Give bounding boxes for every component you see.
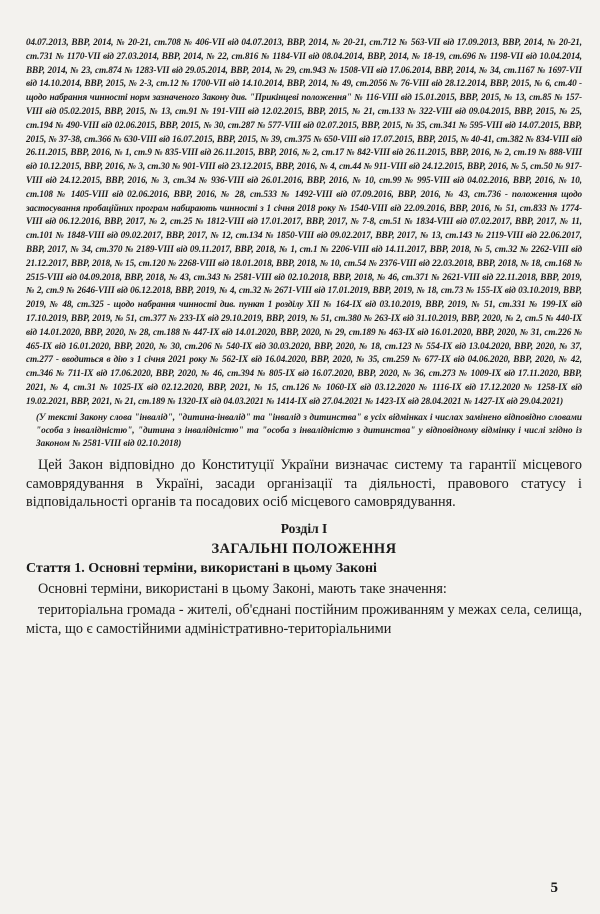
amendments-list: 04.07.2013, ВВР, 2014, № 20-21, ст.708 № 406-VII від 04.07.2013, ВВР, 2014, № 20-21, ст.712 № 563-VII від 17.09.2013, ВВР, 2014, № 20-21, ст.731 № 1170-VII від 27.03.2014, ВВР, 2014, № 22, ст.816 № 1184-VII від 08.04.2014, ВВР, 2014, № 18-19, ст.696 № 1198-VII від 10.04.2014, ВВР, 2014, № 23, ст.874 № 1283-VII від 29.05.2014, ВВР, 2014, № 29, ст.943 № 1508-VII від 17.06.2014, ВВР, 2014, № 34, ст.1167 № 1697-VII від 14.10.2014, ВВР, 2015, № 2-3, ст.12 № 1700-VII від 14.10.2014, ВВР, 2014, № 49, ст.2056 № 76-VIII від 28.12.2014, ВВР, 2015, № 6, ст.40 - щодо набрання чинності норм зазначеного Закону див. "Прикінцеві положення" № 116-VIII від 15.01.2015, ВВР, 2015, № 13, ст.85 № 157-VIII від 05.02.2015, ВВР, 2015, № 13, ст.91 № 191-VIII від 12.02.2015, ВВР, 2015, № 21, ст.133 № 322-VIII від 09.04.2015, ВВР, 2015, № 25, ст.194 № 490-VIII від 02.06.2015, ВВР, 2015, № 30, ст.287 № 577-VIII від 02.07.2015, ВВР, 2015, № 35, ст.341 № 595-VIII від 14.07.2015, ВВР, 2015, № 37-38, ст.366 № 630-VIII від 16.07.2015, ВВР, 2015, № 39, ст.375 № 650-VIII від 17.07.2015, ВВР, 2015, № 40-41, ст.382 № 834-VIII від 26.11.2015, ВВР, 2016, № 1, ст.9 № 835-VIII від 26.11.2015, ВВР, 2016, № 2, ст.17 № 842-VIII від 26.11.2015, ВВР, 2016, № 2, ст.19 № 888-VIII від 10.12.2015, ВВР, 2016, № 3, ст.30 № 901-VIII від 23.12.2015, ВВР, 2016, № 4, ст.44 № 911-VIII від 24.12.2015, ВВР, 2016, № 5, ст.50 № 917-VIII від 24.12.2015, ВВР, 2016, № 3, ст.34 № 936-VIII від 26.01.2016, ВВР, 2016, № 10, ст.99 № 995-VIII від 04.02.2016, ВВР, 2016, № 10, ст.108 № 1405-VIII від 02.06.2016, ВВР, 2016, № 28, ст.533 № 1492-VIII від 07.09.2016, ВВР, 2016, № 43, ст.736 - положення щодо застосування пробаційних програм набирають чинності з 1 січня 2018 року № 1540-VIII від 22.09.2016, ВВР, 2016, № 51, ст.833 № 1774-VIII від 06.12.2016, ВВР, 2017, № 2, ст.25 № 1812-VIII від 17.01.2017, ВВР, 2017, № 7-8, ст.51 № 1834-VIII від 07.02.2017, ВВР, 2017, № 11, ст.101 № 1848-VIII від 09.02.2017, ВВР, 2017, № 12, ст.134 № 1850-VIII від 09.02.2017, ВВР, 2017, № 13, ст.143 № 2119-VIII від 22.06.2017, ВВР, 2017, № 34, ст.370 № 2189-VIII від 09.11.2017, ВВР, 2018, № 1, ст.1 № 2206-VIII від 14.11.2017, ВВР, 2018, № 5, ст.32 № 2262-VIII від 21.12.2017, ВВР, 2018, № 15, ст.120 № 2268-VIII від 18.01.2018, ВВР, 2018, № 10, ст.54 № 2376-VIII від 22.03.2018, ВВР, 2018, № 18, ст.168 № 2515-VIII від 04.09.2018, ВВР, 2018, № 43, ст.343 № 2581-VIII від 02.10.2018, ВВР, 2018, № 46, ст.371 № 2621-VIII від 22.11.2018, ВВР, 2019, № 2, ст.9 № 2646-VIII від 06.12.2018, ВВР, 2019, № 4, ст.32 № 2671-VIII від 17.01.2019, ВВР, 2019, № 18, ст.73 № 155-IX від 03.10.2019, ВВР, 2019, № 48, ст.325 - щодо набрання чинності див. пункт 1 розділу XII № 164-IX від 03.10.2019, ВВР, 2019, № 51, ст.331 № 199-IX від 17.10.2019, ВВР, 2019, № 51, ст.377 № 233-IX від 29.10.2019, ВВР, 2019, № 51, ст.380 № 263-IX від 31.10.2019, ВВР, 2020, № 2, ст.5 № 440-IX від 14.01.2020, ВВР, 2020, № 28, ст.188 № 447-IX від 14.01.2020, ВВР, 2020, № 29, ст.189 № 463-IX від 16.01.2020, ВВР, 2020, № 31, ст.226 № 465-IX від 16.01.2020, ВВР, 2020, № 30, ст.206 № 540-IX від 30.03.2020, ВВР, 2020, № 18, ст.123 № 554-IX від 13.04.2020, ВВР, 2020, № 37, ст.277 - вводиться в дію з 1 січня 2021 року № 562-IX від 16.04.2020, ВВР, 2020, № 35, ст.259 № 677-IX від 04.06.2020, ВВР, 2020, № 42, ст.346 № 711-IX від 17.06.2020, ВВР, 2020, № 46, ст.394 № 805-IX від 16.07.2020, ВВР, 2020, № 36, ст.273 № 1009-IX від 17.11.2020, ВВР, 2021, № 4, ст.31 № 1025-IX від 02.12.2020, ВВР, 2021, № 15, ст.126 № 1060-IX від 03.12.2020 № 1116-IX від 17.12.2020 № 1258-IX від 19.02.2021, ВВР, 2021, № 21, ст.189 № 1320-IX від 04.03.2021 № 1414-IX від 27.04.2021 № 1423-IX від 28.04.2021 № 1427-IX від 29.04.2021) <box>26 37 582 406</box>
chapter-heading: ЗАГАЛЬНІ ПОЛОЖЕННЯ <box>211 540 397 557</box>
section-heading: Розділ I <box>280 520 328 536</box>
article-paragraph: Основні терміни, використані в цьому Законі, мають таке значення: <box>38 580 447 597</box>
document-page <box>26 36 582 639</box>
law-preamble: Цей Закон відповідно до Конституції України визначає систему та гарантії місцевого самоврядування в Україні, засади організації та діяльності, правового статусу і відповідальності органів та посадових осіб місцевого самоврядування. <box>26 457 582 511</box>
article-title: Стаття 1. Основні терміни, використані в цьому Законі <box>26 560 377 576</box>
article-paragraph-definition: територіальна громада - жителі, об'єднані постійним проживанням у межах села, селища, міста, що є самостійними адміністративно-територіальними <box>26 601 582 637</box>
page-number: 5 <box>550 880 558 896</box>
terminology-note: (У тексті Закону слова "інвалід", "дитина-інвалід" та "інвалід з дитинства" в усіх відмінках і числах замінено відповідно словами "особа з інвалідністю", "дитина з інвалідністю" та "особа з інвалідністю з дитинства" у відповідному відмінку і числі згідно із Законом № 2581-VIII від 02.10.2018) <box>36 411 582 448</box>
